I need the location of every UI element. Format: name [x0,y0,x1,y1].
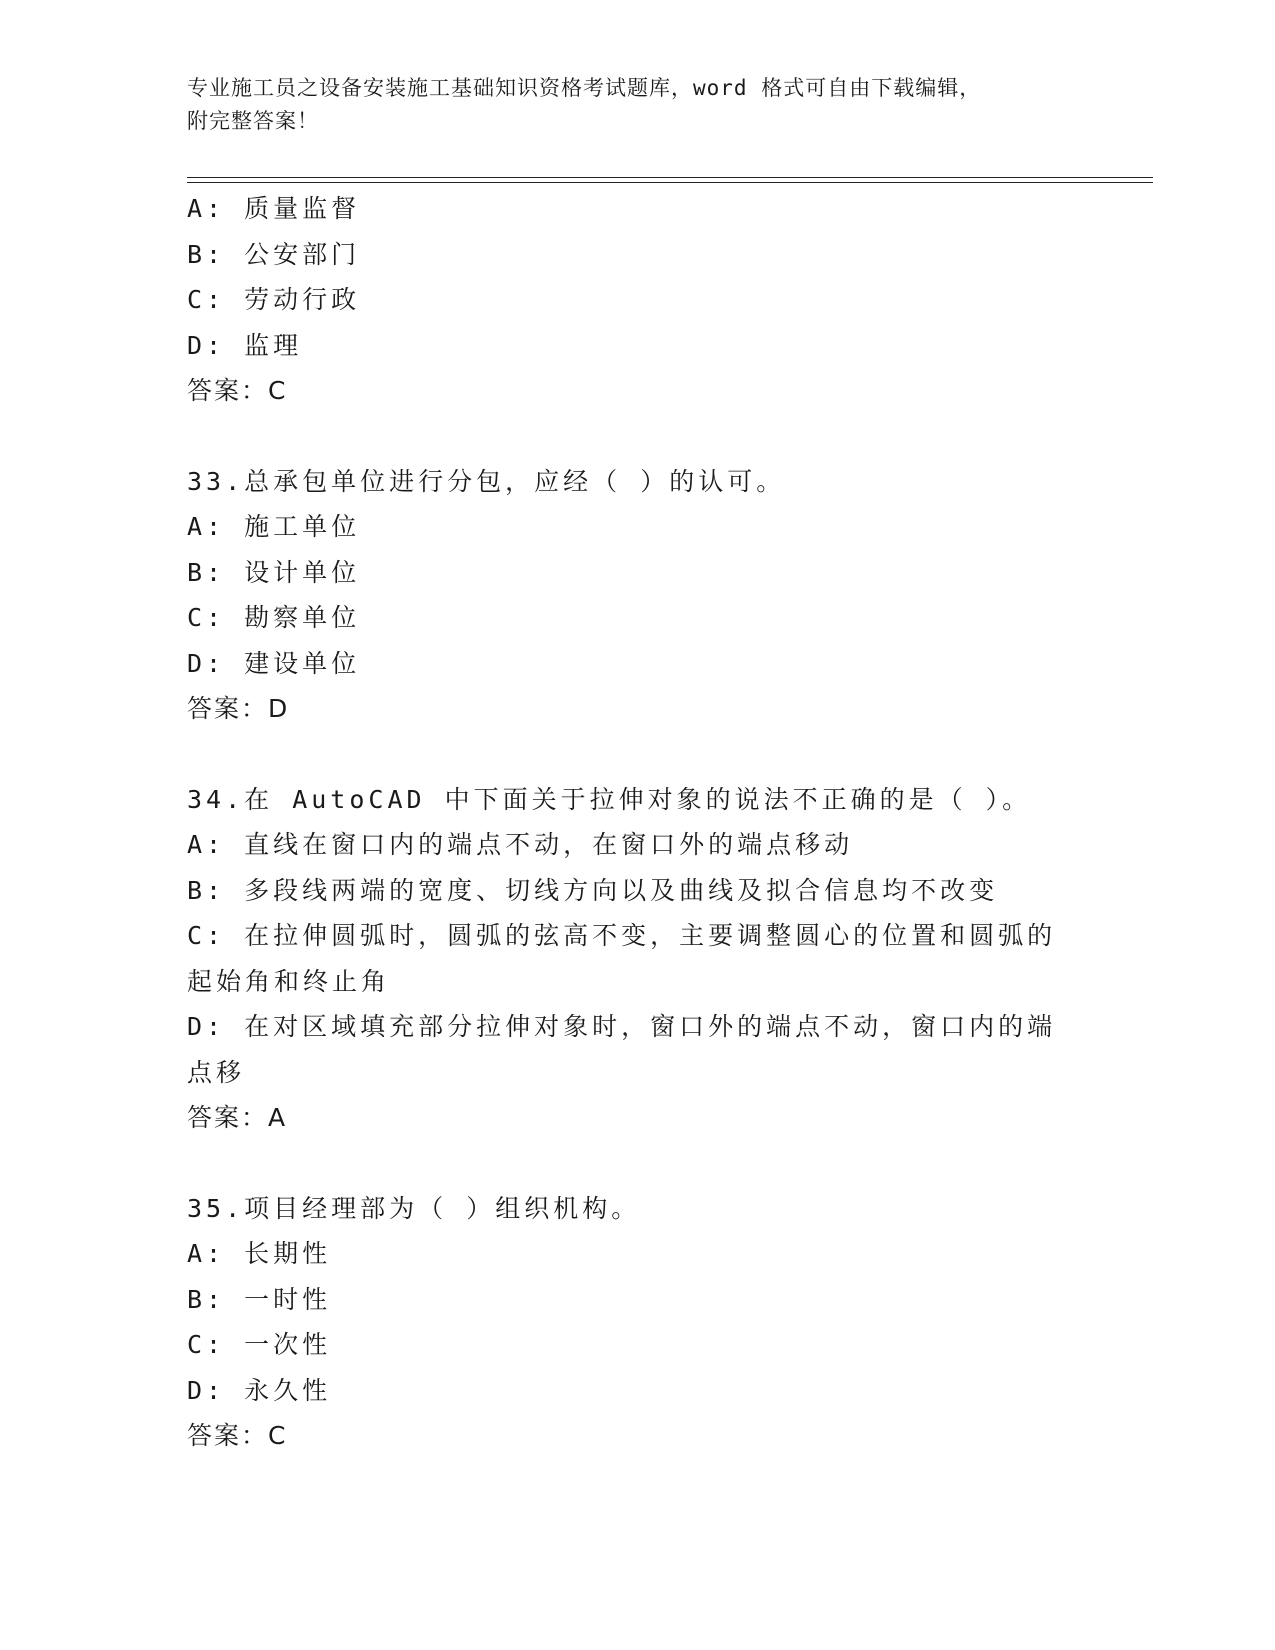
option-a: A: 直线在窗口内的端点不动，在窗口外的端点移动 [187,830,854,859]
option-b: B: 公安部门 [187,239,361,269]
option-a: A: 质量监督 [187,194,361,223]
header-line-1: 专业施工员之设备安装施工基础知识资格考试题库，word 格式可自由下载编辑， [187,76,982,100]
question-block-32 [187,186,1087,414]
answer-line: 答案：C [187,376,288,405]
answer-line: 答案：D [187,694,290,723]
option-a: A: 长期性 [187,1239,332,1268]
option-b: B: 设计单位 [187,557,361,587]
option-c: C: 在拉伸圆弧时，圆弧的弦高不变，主要调整圆心的位置和圆弧的起始角和终止角 [187,921,1057,996]
option-b: B: 一时性 [187,1284,332,1314]
question-stem: 34.在 AutoCAD 中下面关于拉伸对象的说法不正确的是（ ）。 [187,784,1032,814]
document-body [187,186,1087,1459]
question-stem: 33.总承包单位进行分包，应经（ ）的认可。 [187,466,786,496]
option-d: D: 建设单位 [187,648,361,678]
question-stem: 35.项目经理部为（ ）组织机构。 [187,1193,641,1223]
option-d: D: 在对区域填充部分拉伸对象时，窗口外的端点不动，窗口内的端点移 [187,1012,1057,1087]
option-d: D: 监理 [187,330,303,360]
header-divider-top [187,177,1153,178]
option-c: C: 一次性 [187,1330,332,1359]
option-b: B: 多段线两端的宽度、切线方向以及曲线及拟合信息均不改变 [187,875,999,905]
answer-line: 答案：A [187,1103,288,1132]
header-line-2: 附完整答案！ [187,109,319,133]
option-a: A: 施工单位 [187,512,361,541]
question-block-33 [187,459,1087,732]
document-header [187,72,1087,138]
answer-line: 答案：C [187,1421,288,1450]
option-c: C: 勘察单位 [187,603,361,632]
header-divider-bottom [187,182,1153,183]
option-d: D: 永久性 [187,1375,332,1405]
question-block-34 [187,777,1087,1141]
question-block-35 [187,1186,1087,1459]
option-c: C: 劳动行政 [187,285,361,314]
